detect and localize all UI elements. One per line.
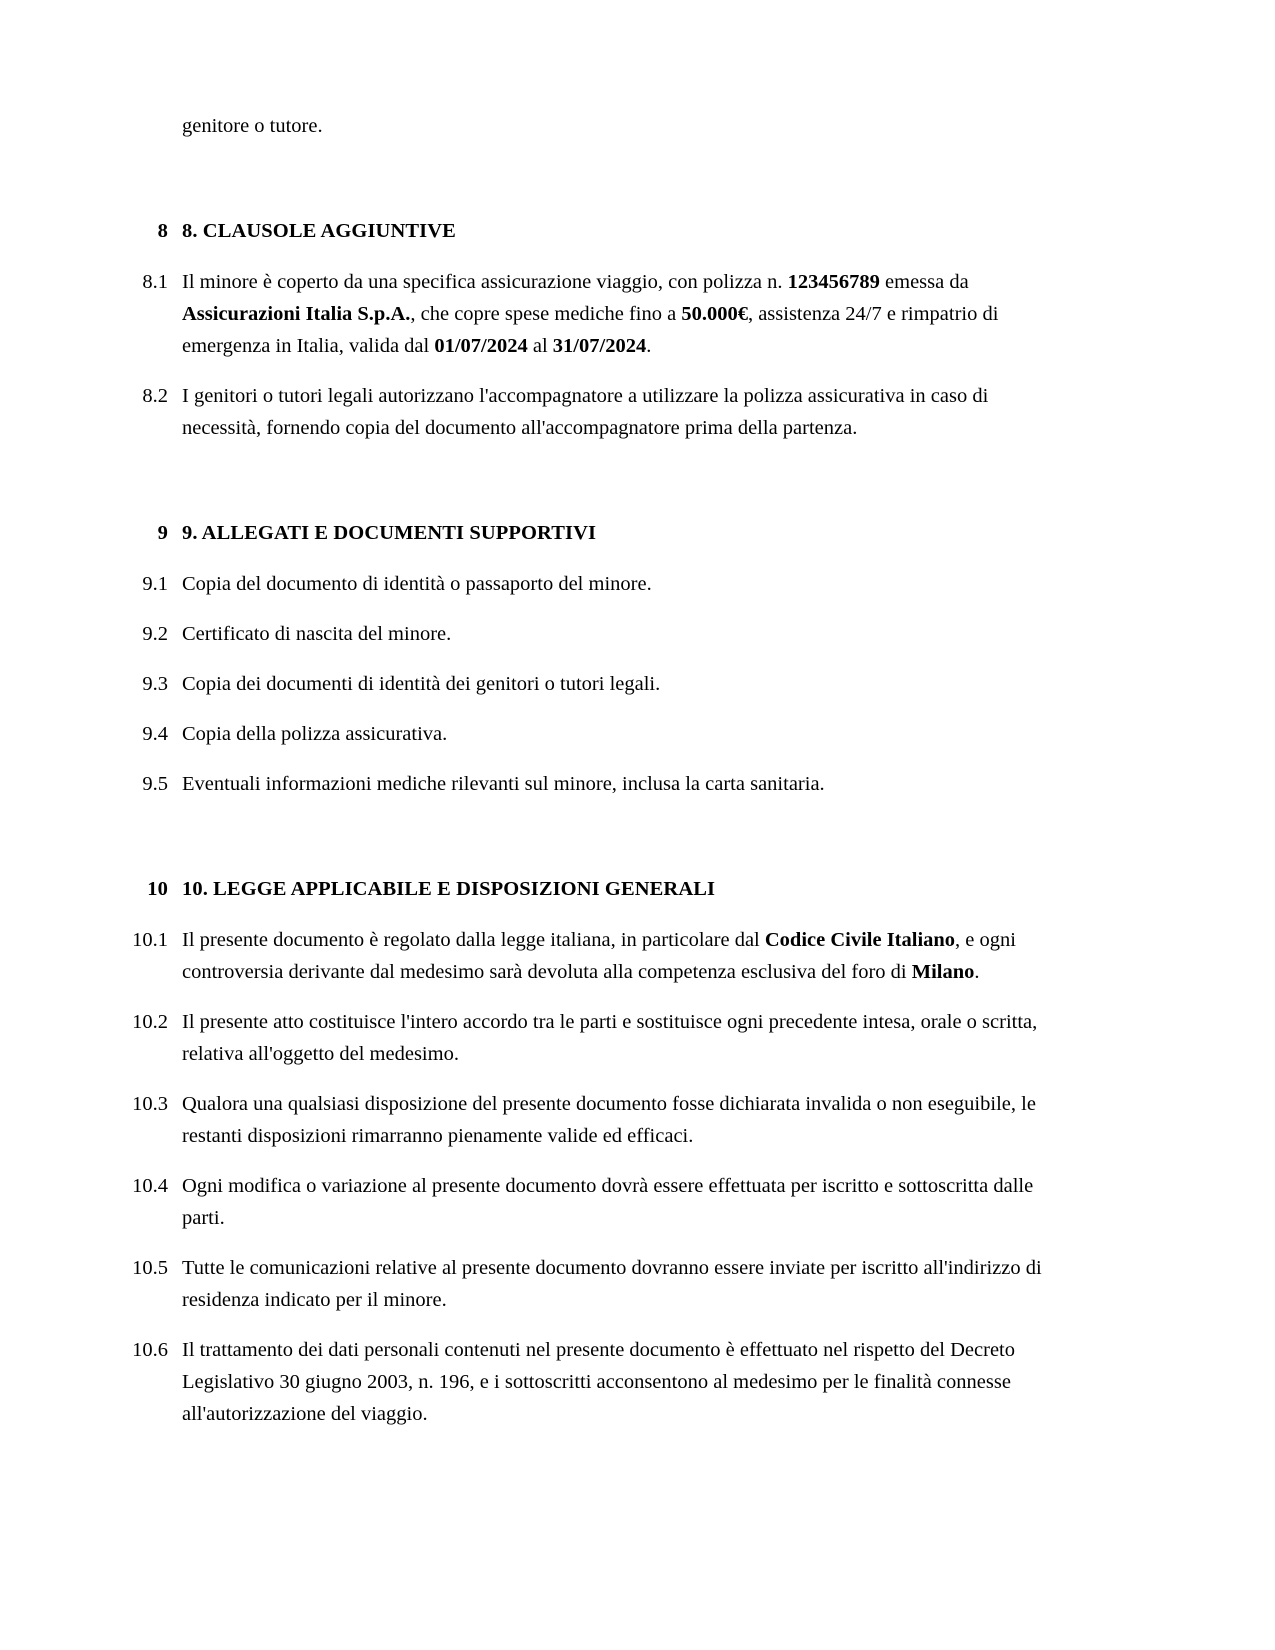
clause-text (182, 768, 1062, 800)
section-number: 10 (147, 878, 168, 900)
clause-text (182, 1088, 1062, 1152)
clause-item (0, 568, 1275, 600)
item-spacer (0, 1316, 1275, 1334)
clause-text-run: Copia del documento di identità o passaporto del minore. (182, 573, 652, 595)
clause-item (0, 1006, 1275, 1070)
clause-text (182, 1170, 1062, 1234)
clause-text-run: Il presente documento è regolato dalla legge italiana, in particolare dal (182, 929, 765, 951)
clause-text-run: Copia dei documenti di identità dei genitori o tutori legali. (182, 673, 661, 695)
clause-number: 10.5 (132, 1257, 168, 1279)
clause-text-run: Certificato di nascita del minore. (182, 623, 452, 645)
clause-number: 8.1 (142, 271, 168, 293)
clause-text-emphasis: Assicurazioni Italia S.p.A. (182, 303, 411, 325)
clause-text (182, 1006, 1062, 1070)
clause-text-run: Il minore è coperto da una specifica assicurazione viaggio, con polizza n. (182, 271, 788, 293)
clause-text-run: , assistenza 24/7 e rimpatrio di emergenza in Italia, valida dal (182, 303, 999, 357)
section-heading (0, 874, 1275, 904)
clause-number: 9.4 (142, 723, 168, 745)
section-heading (0, 518, 1275, 548)
clause-text-emphasis: 31/07/2024 (552, 335, 647, 357)
clause-text-run: al (527, 335, 553, 357)
clause-number: 10.3 (132, 1093, 168, 1115)
continuation-paragraph (0, 110, 1275, 142)
clause-text-run: I genitori o tutori legali autorizzano l'accompagnatore a utilizzare la polizza assicurativa in caso di necessità, fornendo copia del documento all'accompagnatore prima della partenza. (182, 385, 989, 439)
clause-text-emphasis: 123456789 (787, 271, 880, 293)
section-number: 9 (157, 522, 168, 544)
sections-container (0, 142, 1275, 1430)
item-spacer (0, 1070, 1275, 1088)
clause-text-run: Il trattamento dei dati personali contenuti nel presente documento è effettuato nel rispetto del Decreto Legislativo 30 giugno 2003, n. 196, e i sottoscritti acconsentono al medesimo per le finalità connesse all'autorizzazione del viaggio. (182, 1339, 1015, 1425)
clause-number: 9.2 (142, 623, 168, 645)
item-spacer (0, 750, 1275, 768)
clause-number: 10.1 (132, 929, 168, 951)
heading-spacer (0, 548, 1275, 568)
clause-item (0, 1088, 1275, 1152)
clause-text (182, 668, 1062, 700)
clause-text-run: . (646, 335, 652, 357)
clause-text-run: . (974, 961, 980, 983)
continuation-text: genitore o tutore. (182, 115, 323, 137)
clause-item (0, 380, 1275, 444)
item-spacer (0, 988, 1275, 1006)
clause-text (182, 1252, 1062, 1316)
clause-text-run: Tutte le comunicazioni relative al presente documento dovranno essere inviate per iscritto all'indirizzo di residenza indicato per il minore. (182, 1257, 1042, 1311)
clause-number: 10.2 (132, 1011, 168, 1033)
section-heading (0, 216, 1275, 246)
clause-text-run: , che copre spese mediche fino a (410, 303, 682, 325)
clause-text-run: Qualora una qualsiasi disposizione del presente documento fosse dichiarata invalida o non eseguibile, le restanti disposizioni rimarranno pienamente valide ed efficaci. (182, 1093, 1036, 1147)
section-number: 8 (157, 220, 168, 242)
heading-spacer (0, 246, 1275, 266)
clause-number: 9.1 (142, 573, 168, 595)
clause-text (182, 718, 1062, 750)
item-spacer (0, 1152, 1275, 1170)
clause-item (0, 668, 1275, 700)
clause-item (0, 618, 1275, 650)
clause-text (182, 1334, 1062, 1430)
clause-text-run: Il presente atto costituisce l'intero accordo tra le parti e sostituisce ogni precedente intesa, orale o scritta, relativa all'oggetto del medesimo. (182, 1011, 1038, 1065)
clause-item (0, 768, 1275, 800)
clause-item (0, 924, 1275, 988)
clause-text (182, 924, 1062, 988)
clause-number: 9.3 (142, 673, 168, 695)
clause-item (0, 1252, 1275, 1316)
clause-text-run: , e ogni controversia derivante dal medesimo sarà devoluta alla competenza esclusiva del foro di (182, 929, 1016, 983)
clause-text-run: Copia della polizza assicurativa. (182, 723, 448, 745)
clause-text-emphasis: Milano (911, 961, 975, 983)
clause-number: 8.2 (142, 385, 168, 407)
clause-item (0, 718, 1275, 750)
clause-item (0, 1334, 1275, 1430)
clause-text-emphasis: 50.000€ (681, 303, 748, 325)
clause-text (182, 380, 1062, 444)
clause-item (0, 266, 1275, 362)
item-spacer (0, 362, 1275, 380)
clause-text (182, 266, 1062, 362)
clause-item (0, 1170, 1275, 1234)
item-spacer (0, 650, 1275, 668)
section-spacer (0, 142, 1275, 216)
section-spacer (0, 444, 1275, 518)
clause-text-run: Eventuali informazioni mediche rilevanti sul minore, inclusa la carta sanitaria. (182, 773, 825, 795)
item-spacer (0, 600, 1275, 618)
item-spacer (0, 1234, 1275, 1252)
clause-text (182, 618, 1062, 650)
clause-text (182, 568, 1062, 600)
item-spacer (0, 700, 1275, 718)
section-title: 10. LEGGE APPLICABILE E DISPOSIZIONI GENERALI (182, 878, 716, 900)
section-title: 9. ALLEGATI E DOCUMENTI SUPPORTIVI (182, 522, 597, 544)
clause-text-run: emessa da (879, 271, 969, 293)
clause-number: 9.5 (142, 773, 168, 795)
clause-text-emphasis: Codice Civile Italiano (764, 929, 956, 951)
section-title: 8. CLAUSOLE AGGIUNTIVE (182, 220, 456, 242)
clause-number: 10.6 (132, 1339, 168, 1361)
clause-number: 10.4 (132, 1175, 168, 1197)
section-spacer (0, 800, 1275, 874)
clause-text-emphasis: 01/07/2024 (434, 335, 528, 357)
clause-text-run: Ogni modifica o variazione al presente documento dovrà essere effettuata per iscritto e sottoscritta dalle parti. (182, 1175, 1034, 1229)
heading-spacer (0, 904, 1275, 924)
